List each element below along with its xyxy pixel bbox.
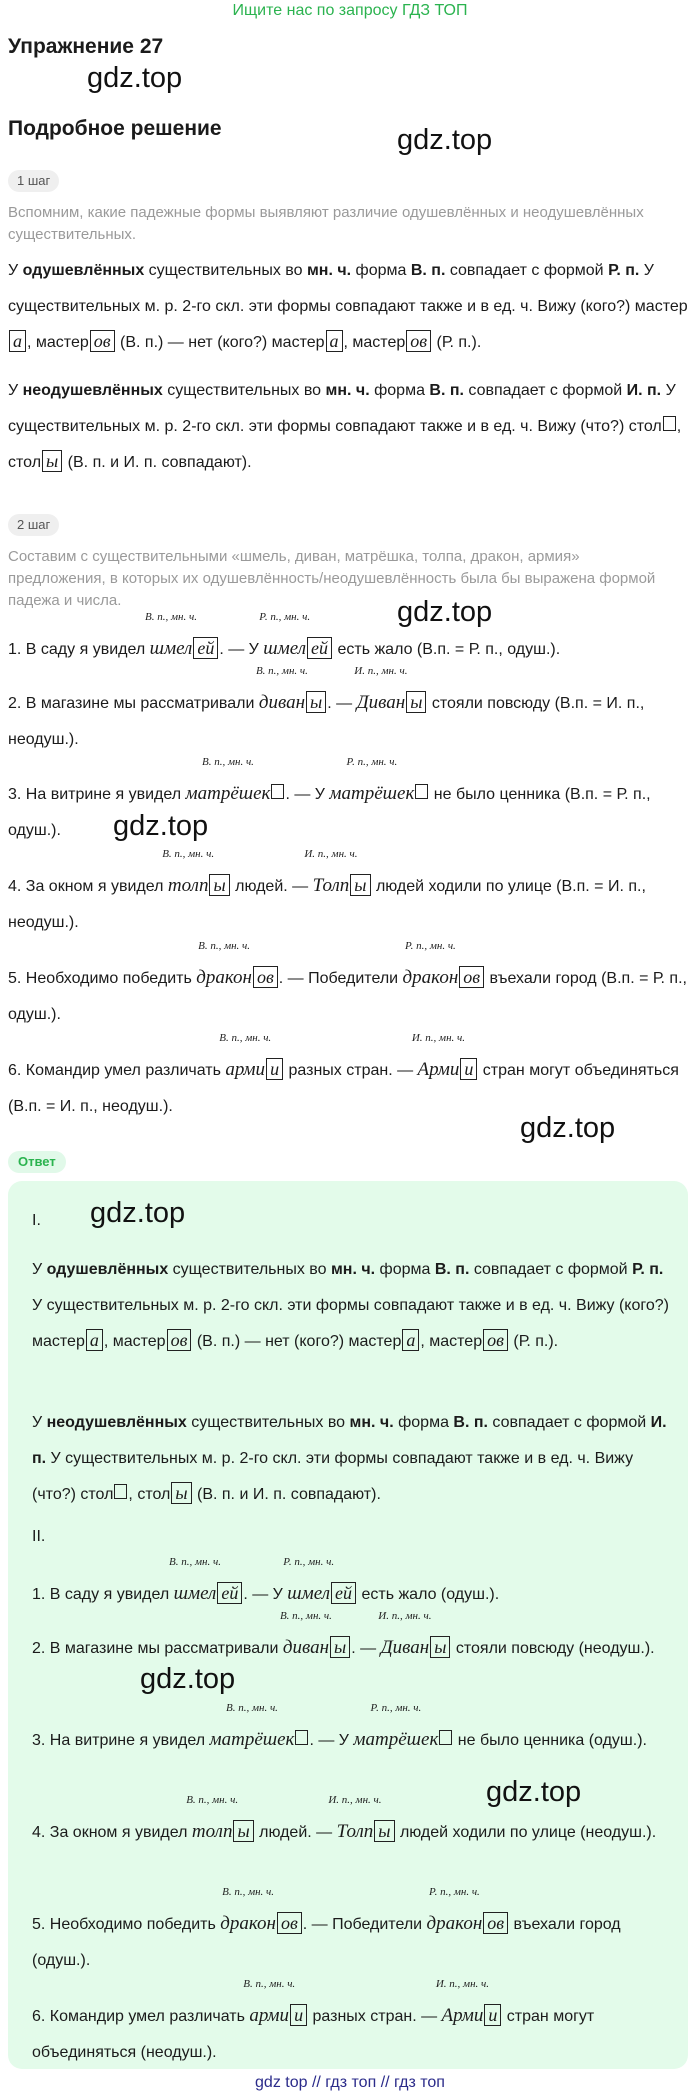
search-banner[interactable]: Ищите нас по запросу ГДЗ ТОП [232,2,468,19]
text-fragment: совпадает с формой [445,262,609,279]
roman-one: I. [32,1212,41,1229]
word-stem: арми [249,2005,290,2026]
answer-sentence-3 [32,1702,672,1759]
ending-box: ов [483,1329,508,1351]
answer-sentence-5 [32,1886,672,1979]
word-stem: матрёшек [329,783,415,804]
text-fragment: стран могут объединяться (В.п. = И. п., неодуш.). [8,1062,679,1115]
case-annotation: В. п., мн. ч. [255,665,308,677]
text-fragment: (В. п. и И. п. совпадают). [63,454,252,471]
watermark: gdz.top [486,1776,582,1808]
annotated-word [196,940,252,997]
word-stem: матрёшек [353,1729,439,1750]
answer-sentence-2 [32,1610,672,1667]
answer-sentence-4 [32,1794,672,1851]
text-fragment: (В. п.) — нет (кого?) мастер [192,1333,402,1350]
annotated-word [411,1032,466,1089]
sentence-5 [8,940,688,1033]
sentence-4 [8,848,688,941]
text-fragment: форма [393,1414,454,1431]
bold-term: одушевлённых [46,1261,169,1278]
case-annotation: Р. п., мн. ч. [404,940,456,952]
annotated-word [185,756,271,813]
annotated-word [255,665,308,722]
ending-box: ов [277,1912,302,1934]
word-stem: матрёшек [185,783,271,804]
text-fragment: форма [375,1261,435,1278]
word-stem: Арми [417,1059,460,1080]
word-stem: дракон [426,1913,483,1934]
text-fragment: не было ценника (В.п. = Р. п., одуш.). [8,786,651,839]
ending-box: ей [193,637,218,659]
bold-term: мн. ч. [330,1261,376,1278]
text-fragment: 6. Командир умел различать [32,2008,250,2025]
case-annotation: И. п., мн. ч. [354,665,408,677]
ending-box: ы [209,874,229,896]
bold-term: Р. п. [632,1261,664,1278]
zero-ending-box [271,784,284,799]
text-fragment: . — Победители [302,1916,427,1933]
watermark: gdz.top [87,62,183,94]
text-fragment: У существительных м. р. 2-го скл. эти формы совпадают также и в ед. ч. Вижу (кого?) мастер [8,262,688,315]
text-fragment: въехали город (одуш.). [32,1916,621,1969]
bold-term: одушевлённых [22,262,145,279]
text-fragment: совпадает с формой [463,382,627,399]
text-fragment: 6. Командир умел различать [8,1062,226,1079]
word-stem: шмел [173,1583,217,1604]
case-annotation: В. п., мн. ч. [225,1702,278,1714]
text-fragment: людей. — [254,1824,337,1841]
text-fragment: 1. В саду я увидел [32,1586,174,1603]
text-fragment: , стол [8,418,682,471]
case-annotation: И. п., мн. ч. [328,1794,382,1806]
text-fragment: стояли повсюду (неодуш.). [451,1640,655,1657]
step-1-animate-rule [8,253,688,361]
annotated-word [402,940,459,997]
annotated-word [328,1794,382,1851]
text-fragment: стран могут объединяться (неодуш.). [32,2008,595,2061]
solution-heading: Подробное решение [8,117,222,140]
text-fragment: , мастер [27,334,89,351]
word-stem: диван [258,692,306,713]
bold-term: мн. ч. [306,262,352,279]
text-fragment: , мастер [343,334,406,351]
word-stem: шмел [149,638,193,659]
text-fragment: У [8,262,23,279]
word-stem: Толп [312,875,350,896]
ending-box: и [484,2004,501,2026]
bold-term: В. п. [453,1414,488,1431]
zero-ending-box [114,1484,127,1499]
ending-box: а [402,1329,419,1351]
case-annotation: И. п., мн. ч. [435,1978,490,1990]
annotated-word [354,665,408,722]
step-1-badge: 1 шаг [8,170,59,192]
ending-box: ов [406,330,431,352]
ending-box: ов [90,330,115,352]
text-fragment: . — У [309,1732,354,1749]
ending-box: ы [330,1636,350,1658]
text-fragment: есть жало (В.п. = Р. п., одуш.). [333,641,561,658]
annotated-word [329,756,415,813]
text-fragment: форма [351,262,411,279]
text-fragment: 4. За окном я увидел [8,878,168,895]
text-fragment: . — Победители [278,970,403,987]
word-stem: Диван [356,692,406,713]
annotated-word [279,1610,332,1667]
text-fragment: совпадает с формой [469,1261,633,1278]
annotated-word [353,1702,439,1759]
case-annotation: В. п., мн. ч. [186,1794,239,1806]
text-fragment: , мастер [103,1333,166,1350]
zero-ending-box [415,784,428,799]
text-fragment: людей ходили по улице (В.п. = И. п., неодуш.). [8,878,646,931]
bold-term: мн. ч. [325,382,370,399]
text-fragment: . — У [285,786,330,803]
word-stem: шмел [287,1583,331,1604]
text-fragment: У [32,1414,47,1431]
case-annotation: Р. п., мн. ч. [283,1556,335,1568]
case-annotation: В. п., мн. ч. [145,611,197,623]
text-fragment: въехали город (В.п. = Р. п., одуш.). [8,970,687,1023]
word-stem: толп [191,1821,233,1842]
text-fragment: существительных во [144,262,307,279]
word-stem: диван [282,1637,330,1658]
text-fragment: существительных во [162,382,326,399]
case-annotation: Р. п., мн. ч. [428,1886,480,1898]
case-annotation: В. п., мн. ч. [243,1978,296,1990]
annotated-word [145,611,197,668]
text-fragment: стояли повсюду (В.п. = И. п., неодуш.). [8,695,645,748]
text-fragment: , мастер [420,1333,483,1350]
word-stem: толп [167,875,209,896]
annotated-word [259,611,311,668]
word-stem: дракон [402,967,459,988]
text-fragment: (Р. п.). [508,1333,559,1350]
answer-sentence-6 [32,1978,672,2071]
step-1-intro: Вспомним, какие падежные формы выявляют различие одушевлённых и неодушевлённых существительных. [8,204,644,243]
text-fragment: . — У [219,641,264,658]
sentence-2 [8,665,688,758]
ending-box: ей [331,1582,356,1604]
ending-box: ов [459,966,484,988]
ending-box: ей [217,1582,242,1604]
case-annotation: Р. п., мн. ч. [370,1702,422,1714]
annotated-word [283,1556,335,1613]
text-fragment: . — [327,695,357,712]
bold-term: И. п. [32,1414,667,1467]
ending-box: ы [430,1636,450,1658]
case-annotation: И. п., мн. ч. [304,848,358,860]
text-fragment: 5. Необходимо победить [8,970,197,987]
word-stem: дракон [196,967,252,988]
text-fragment: 5. Необходимо победить [32,1916,221,1933]
text-fragment: людей. — [230,878,313,895]
text-fragment: . — [351,1640,381,1657]
watermark: gdz.top [90,1197,186,1229]
annotated-word [219,1032,272,1089]
case-annotation: И. п., мн. ч. [378,1610,432,1622]
case-annotation: В. п., мн. ч. [219,1032,272,1044]
word-stem: матрёшек [209,1729,295,1750]
word-stem: Диван [380,1637,430,1658]
case-annotation: Р. п., мн. ч. [346,756,398,768]
ending-box: ов [483,1912,508,1934]
bold-term: неодушевлённых [22,382,163,399]
text-fragment: У [8,382,23,399]
text-fragment: совпадает с формой [487,1414,651,1431]
text-fragment: разных стран. — [284,1062,418,1079]
sentence-3 [8,756,688,849]
watermark: gdz.top [113,810,209,842]
footer-links[interactable]: gdz top // гдз топ // гдз топ [255,2074,445,2091]
text-fragment: людей ходили по улице (неодуш.). [395,1824,657,1841]
bold-term: неодушевлённых [46,1414,187,1431]
annotated-word [209,1702,295,1759]
ending-box: ов [253,966,278,988]
ending-box: ы [350,874,370,896]
ending-box: ы [306,691,326,713]
case-annotation: В. п., мн. ч. [279,1610,332,1622]
word-stem: дракон [220,1913,276,1934]
text-fragment: существительных во [168,1261,331,1278]
zero-ending-box [295,1730,308,1745]
annotated-word [220,1886,276,1943]
ending-box: ов [167,1329,192,1351]
text-fragment: У существительных м. р. 2-го скл. эти формы совпадают также и в ед. ч. Вижу (кого?) мастер [32,1297,669,1350]
text-fragment: 2. В магазине мы рассматривали [8,695,259,712]
bold-term: В. п. [410,262,446,279]
text-fragment: 4. За окном я увидел [32,1824,192,1841]
watermark: gdz.top [140,1663,236,1695]
ending-box: ы [42,450,62,472]
bold-term: мн. ч. [349,1414,394,1431]
step-2-badge: 2 шаг [8,514,59,536]
case-annotation: В. п., мн. ч. [201,756,254,768]
text-fragment: У существительных м. р. 2-го скл. эти формы совпадают также и в ед. ч. Вижу (что?) стол [8,382,676,435]
case-annotation: В. п., мн. ч. [169,1556,221,1568]
text-fragment: У существительных м. р. 2-го скл. эти формы совпадают также и в ед. ч. Вижу (что?) стол [32,1450,634,1503]
word-stem: арми [225,1059,266,1080]
bold-term: И. п. [626,382,662,399]
ending-box: ы [171,1482,191,1504]
case-annotation: В. п., мн. ч. [162,848,215,860]
ending-box: ы [374,1820,394,1842]
ending-box: ей [307,637,332,659]
word-stem: Толп [336,1821,374,1842]
zero-ending-box [439,1730,452,1745]
watermark: gdz.top [397,124,493,156]
step-2-intro: Составим с существительными «шмель, диван, матрёшка, толпа, дракон, армия» предложения, в которых их одушевлённость/неодушевлённость была бы выражена формой падежа и числа. [8,548,656,609]
text-fragment: . — У [243,1586,288,1603]
annotated-word [304,848,358,905]
text-fragment: разных стран. — [308,2008,442,2025]
text-fragment: 3. На витрине я увидел [8,786,186,803]
ending-box: ы [406,691,426,713]
watermark: gdz.top [520,1112,616,1144]
text-fragment: У [32,1261,47,1278]
word-stem: шмел [263,638,307,659]
ending-box: а [9,330,26,352]
case-annotation: Р. п., мн. ч. [259,611,311,623]
step-1-inanimate-rule [8,373,688,481]
text-fragment: (В. п.) — нет (кого?) мастер [115,334,325,351]
annotated-word [435,1978,490,2035]
annotated-word [378,1610,432,1667]
answer-badge: Ответ [8,1151,66,1173]
answer-inanimate-rule [32,1405,672,1513]
answer-animate-rule [32,1252,672,1360]
ending-box: а [326,330,343,352]
bold-term: В. п. [429,382,464,399]
case-annotation: В. п., мн. ч. [222,1886,275,1898]
roman-two: II. [32,1528,46,1545]
bold-term: Р. п. [608,262,640,279]
case-annotation: И. п., мн. ч. [411,1032,466,1044]
text-fragment: (В. п. и И. п. совпадают). [192,1486,381,1503]
ending-box: и [460,1058,477,1080]
text-fragment: не было ценника (одуш.). [453,1732,647,1749]
text-fragment: (Р. п.). [432,334,482,351]
ending-box: и [266,1058,283,1080]
annotated-word [426,1886,483,1943]
ending-box: а [86,1329,103,1351]
text-fragment: 1. В саду я увидел [8,641,150,658]
ending-box: ы [233,1820,253,1842]
bold-term: В. п. [434,1261,470,1278]
text-fragment: существительных во [186,1414,350,1431]
answer-sentence-1 [32,1556,672,1613]
annotated-word [169,1556,221,1613]
text-fragment: есть жало (одуш.). [357,1586,500,1603]
word-stem: Арми [441,2005,484,2026]
case-annotation: В. п., мн. ч. [198,940,251,952]
annotated-word [243,1978,296,2035]
annotated-word [186,1794,239,1851]
text-fragment: , стол [128,1486,171,1503]
watermark: gdz.top [397,596,493,628]
zero-ending-box [663,416,676,431]
text-fragment: форма [369,382,430,399]
exercise-title: Упражнение 27 [8,35,164,58]
text-fragment: 2. В магазине мы рассматривали [32,1640,283,1657]
text-fragment: 3. На витрине я увидел [32,1732,210,1749]
ending-box: и [290,2004,307,2026]
annotated-word [162,848,215,905]
